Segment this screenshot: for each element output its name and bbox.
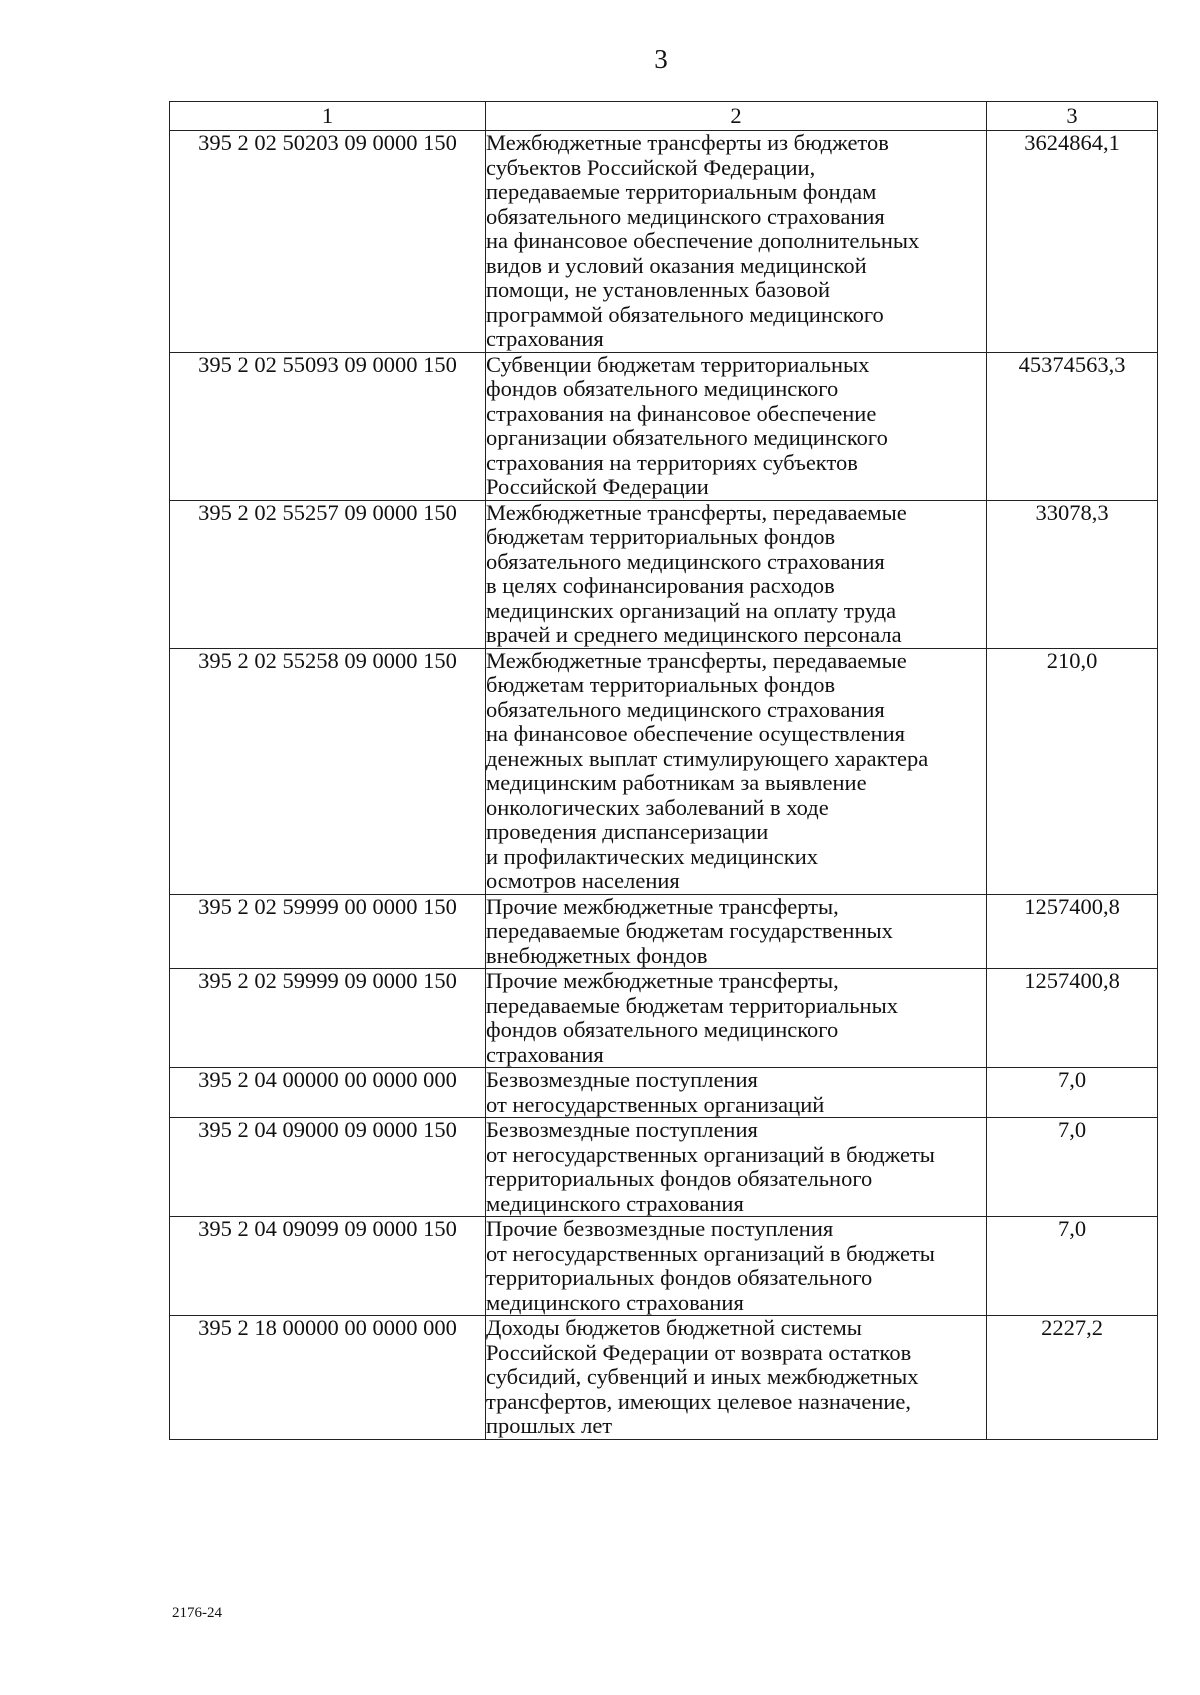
- description-line: передаваемые бюджетам территориальных: [486, 992, 898, 1018]
- table-row: [170, 352, 1158, 500]
- description-line: обязательного медицинского страхования: [486, 696, 885, 722]
- description-line: медицинского страхования: [486, 1289, 744, 1315]
- revenue-description: [486, 1118, 987, 1217]
- description-line: субъектов Российской Федерации,: [486, 154, 816, 180]
- description-line: внебюджетных фондов: [486, 942, 708, 968]
- amount-value: 7,0: [987, 1217, 1158, 1316]
- description-line: Российской Федерации от возврата остатков: [486, 1339, 912, 1365]
- budget-classification-code: 395 2 02 55258 09 0000 150: [170, 648, 486, 894]
- revenue-description: [486, 500, 987, 648]
- description-line: в целях софинансирования расходов: [486, 573, 835, 598]
- description-line: страхования на финансовое обеспечение: [486, 400, 877, 426]
- table-header-row: [170, 102, 1158, 131]
- column-header-code: 1: [170, 102, 486, 131]
- table-row: [170, 1118, 1158, 1217]
- description-line: территориальных фондов обязательного: [486, 1265, 873, 1290]
- description-line: страхования: [486, 1041, 604, 1067]
- description-line: проведения диспансеризации: [486, 819, 769, 844]
- budget-classification-code: 395 2 02 55093 09 0000 150: [170, 352, 486, 500]
- description-line: и профилактических медицинских: [486, 843, 818, 869]
- amount-value: 33078,3: [987, 500, 1158, 648]
- description-line: субсидий, субвенций и иных межбюджетных: [486, 1364, 919, 1389]
- description-line: на финансовое обеспечение дополнительных: [486, 228, 920, 253]
- amount-value: 210,0: [987, 648, 1158, 894]
- description-line: медицинским работникам за выявление: [486, 770, 867, 795]
- description-line: осмотров населения: [486, 868, 680, 893]
- description-line: Доходы бюджетов бюджетной системы: [486, 1315, 862, 1340]
- revenue-description: [486, 648, 987, 894]
- description-line: Межбюджетные трансферты из бюджетов: [486, 130, 889, 155]
- amount-value: 7,0: [987, 1118, 1158, 1217]
- revenue-description: [486, 1217, 987, 1316]
- description-line: от негосударственных организаций: [486, 1091, 825, 1117]
- description-line: Прочие безвозмездные поступления: [486, 1216, 834, 1241]
- description-line: передаваемые территориальным фондам: [486, 179, 877, 204]
- description-line: трансфертов, имеющих целевое назначение,: [486, 1388, 912, 1414]
- description-line: передаваемые бюджетам государственных: [486, 918, 893, 943]
- table-row: [170, 1316, 1158, 1440]
- description-line: фондов обязательного медицинского: [486, 1017, 839, 1042]
- table-row: [170, 648, 1158, 894]
- description-line: от негосударственных организаций в бюджеты: [486, 1141, 935, 1167]
- column-header-amount: 3: [987, 102, 1158, 131]
- description-line: Межбюджетные трансферты, передаваемые: [486, 499, 907, 525]
- budget-classification-code: 395 2 18 00000 00 0000 000: [170, 1316, 486, 1440]
- description-line: прошлых лет: [486, 1413, 613, 1438]
- budget-classification-code: 395 2 02 55257 09 0000 150: [170, 500, 486, 648]
- description-line: обязательного медицинского страхования: [486, 203, 885, 229]
- table-row: [170, 131, 1158, 353]
- description-line: видов и условий оказания медицинской: [486, 252, 867, 278]
- description-line: бюджетам территориальных фондов: [486, 524, 836, 549]
- table-row: [170, 969, 1158, 1068]
- description-line: Прочие межбюджетные трансферты,: [486, 893, 839, 919]
- budget-classification-code: 395 2 02 50203 09 0000 150: [170, 131, 486, 353]
- table-body: [170, 131, 1158, 1440]
- revenue-description: [486, 894, 987, 969]
- revenue-description: [486, 1316, 987, 1440]
- amount-value: 7,0: [987, 1068, 1158, 1118]
- description-line: помощи, не установленных базовой: [486, 277, 831, 302]
- amount-value: 3624864,1: [987, 131, 1158, 353]
- revenue-description: [486, 131, 987, 353]
- description-line: страхования: [486, 326, 604, 351]
- description-line: страхования на территориях субъектов: [486, 449, 858, 475]
- description-line: денежных выплат стимулирующего характера: [486, 745, 929, 771]
- description-line: Прочие межбюджетные трансферты,: [486, 968, 839, 993]
- document-reference-number: 2176-24: [172, 1605, 222, 1621]
- budget-classification-code: 395 2 02 59999 09 0000 150: [170, 969, 486, 1068]
- description-line: фондов обязательного медицинского: [486, 376, 839, 401]
- description-line: программой обязательного медицинского: [486, 301, 884, 327]
- revenue-description: [486, 352, 987, 500]
- description-line: Межбюджетные трансферты, передаваемые: [486, 647, 907, 673]
- description-line: организации обязательного медицинского: [486, 425, 888, 450]
- budget-revenue-table: [169, 101, 1158, 1440]
- description-line: обязательного медицинского страхования: [486, 548, 885, 574]
- description-line: от негосударственных организаций в бюджеты: [486, 1240, 935, 1266]
- description-line: Безвозмездные поступления: [486, 1117, 758, 1142]
- description-line: бюджетам территориальных фондов: [486, 672, 836, 697]
- revenue-description: [486, 969, 987, 1068]
- description-line: Безвозмездные поступления: [486, 1067, 758, 1092]
- amount-value: 1257400,8: [987, 894, 1158, 969]
- description-line: территориальных фондов обязательного: [486, 1166, 873, 1191]
- description-line: врачей и среднего медицинского персонала: [486, 622, 902, 647]
- amount-value: 2227,2: [987, 1316, 1158, 1440]
- description-line: Субвенции бюджетам территориальных: [486, 351, 870, 377]
- budget-classification-code: 395 2 04 09000 09 0000 150: [170, 1118, 486, 1217]
- revenue-description: [486, 1068, 987, 1118]
- description-line: медицинского страхования: [486, 1190, 744, 1216]
- table-row: [170, 894, 1158, 969]
- budget-classification-code: 395 2 02 59999 00 0000 150: [170, 894, 486, 969]
- table-row: [170, 500, 1158, 648]
- page-number: 3: [654, 44, 668, 74]
- description-line: Российской Федерации: [486, 474, 709, 499]
- budget-classification-code: 395 2 04 09099 09 0000 150: [170, 1217, 486, 1316]
- budget-classification-code: 395 2 04 00000 00 0000 000: [170, 1068, 486, 1118]
- amount-value: 1257400,8: [987, 969, 1158, 1068]
- description-line: онкологических заболеваний в ходе: [486, 794, 829, 820]
- description-line: на финансовое обеспечение осуществления: [486, 721, 905, 746]
- column-header-description: 2: [486, 102, 987, 131]
- amount-value: 45374563,3: [987, 352, 1158, 500]
- description-line: медицинских организаций на оплату труда: [486, 597, 897, 623]
- table-row: [170, 1068, 1158, 1118]
- table-row: [170, 1217, 1158, 1316]
